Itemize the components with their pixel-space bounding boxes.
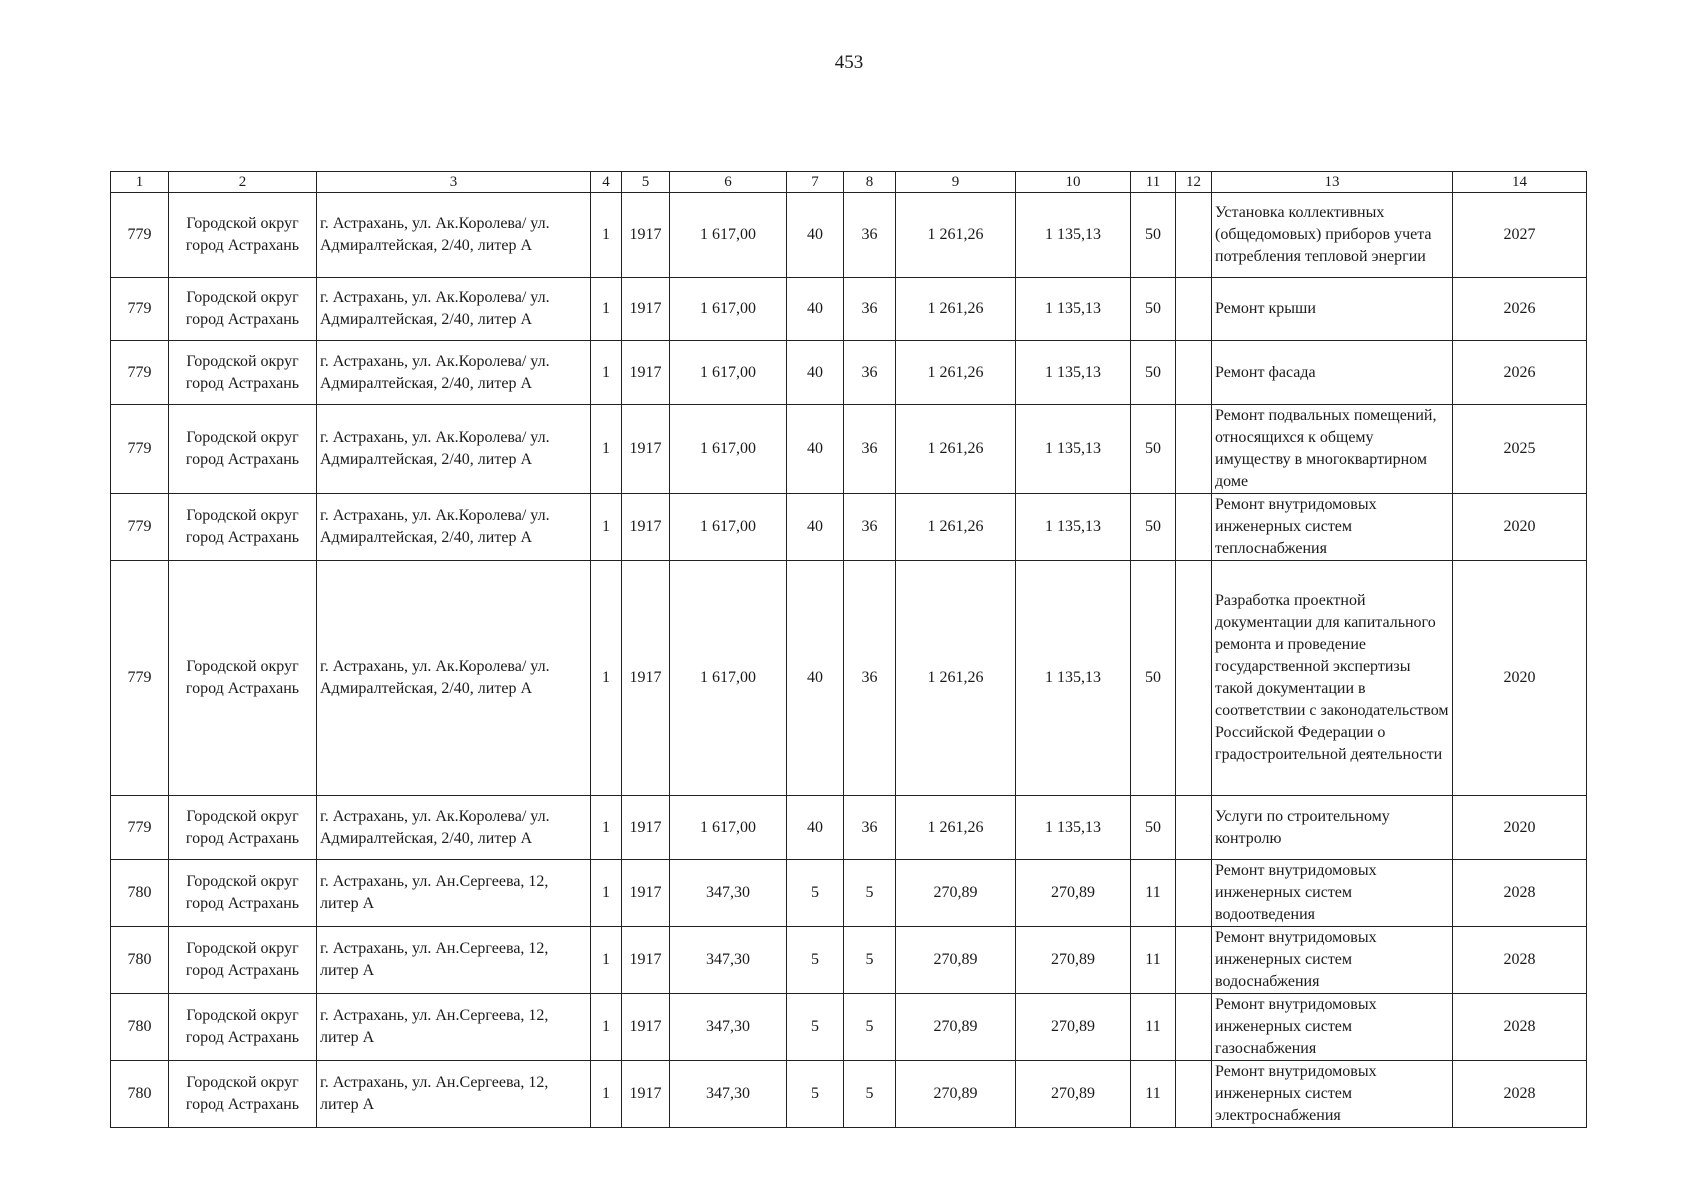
address-cell: г. Астрахань, ул. Ан.Сергеева, 12, литер А xyxy=(317,860,591,927)
apartments-cell: 5 xyxy=(787,860,844,927)
residents-cell: 50 xyxy=(1131,405,1176,494)
residential-apartments-cell: 36 xyxy=(844,278,896,341)
plan-year-cell: 2028 xyxy=(1453,994,1587,1061)
private-area-cell: 270,89 xyxy=(1016,994,1131,1061)
column-header: 9 xyxy=(896,172,1016,193)
work-type-cell: Ремонт крыши xyxy=(1212,278,1453,341)
plan-year-cell: 2028 xyxy=(1453,1061,1587,1128)
column-12-cell xyxy=(1176,341,1212,405)
private-area-cell: 1 135,13 xyxy=(1016,341,1131,405)
record-number-cell: 779 xyxy=(111,494,169,561)
work-type-cell: Разработка проектной документации для капитального ремонта и проведение государственной экспертизы такой документации в соответствии с законодательством Российской Федерации о градостроительной деятельности xyxy=(1212,561,1453,796)
table-row xyxy=(111,405,1587,494)
column-header: 10 xyxy=(1016,172,1131,193)
column-number-row xyxy=(111,172,1587,193)
table-row xyxy=(111,860,1587,927)
record-number-cell: 779 xyxy=(111,341,169,405)
apartments-cell: 40 xyxy=(787,193,844,278)
record-number-cell: 779 xyxy=(111,193,169,278)
residents-cell: 50 xyxy=(1131,561,1176,796)
municipality-cell: Городской округ город Астрахань xyxy=(169,1061,317,1128)
residential-apartments-cell: 36 xyxy=(844,796,896,860)
residential-apartments-cell: 5 xyxy=(844,860,896,927)
record-number-cell: 780 xyxy=(111,860,169,927)
column-header: 3 xyxy=(317,172,591,193)
build-year-cell: 1917 xyxy=(622,927,670,994)
column-header: 6 xyxy=(670,172,787,193)
build-year-cell: 1917 xyxy=(622,341,670,405)
table-row xyxy=(111,494,1587,561)
address-cell: г. Астрахань, ул. Ак.Королева/ ул. Адмиралтейская, 2/40, литер А xyxy=(317,278,591,341)
floors-cell: 1 xyxy=(591,494,622,561)
column-header: 2 xyxy=(169,172,317,193)
build-year-cell: 1917 xyxy=(622,278,670,341)
record-number-cell: 779 xyxy=(111,561,169,796)
plan-year-cell: 2025 xyxy=(1453,405,1587,494)
work-type-cell: Услуги по строительному контролю xyxy=(1212,796,1453,860)
floors-cell: 1 xyxy=(591,927,622,994)
total-area-cell: 347,30 xyxy=(670,1061,787,1128)
work-type-cell: Ремонт фасада xyxy=(1212,341,1453,405)
address-cell: г. Астрахань, ул. Ак.Королева/ ул. Адмиралтейская, 2/40, литер А xyxy=(317,405,591,494)
floors-cell: 1 xyxy=(591,1061,622,1128)
municipality-cell: Городской округ город Астрахань xyxy=(169,994,317,1061)
apartments-cell: 40 xyxy=(787,278,844,341)
build-year-cell: 1917 xyxy=(622,860,670,927)
total-area-cell: 347,30 xyxy=(670,994,787,1061)
build-year-cell: 1917 xyxy=(622,1061,670,1128)
address-cell: г. Астрахань, ул. Ак.Королева/ ул. Адмиралтейская, 2/40, литер А xyxy=(317,494,591,561)
residential-apartments-cell: 5 xyxy=(844,1061,896,1128)
floors-cell: 1 xyxy=(591,994,622,1061)
apartments-cell: 40 xyxy=(787,796,844,860)
private-area-cell: 270,89 xyxy=(1016,927,1131,994)
table-row xyxy=(111,193,1587,278)
municipality-cell: Городской округ город Астрахань xyxy=(169,561,317,796)
plan-year-cell: 2020 xyxy=(1453,796,1587,860)
total-area-cell: 1 617,00 xyxy=(670,561,787,796)
apartments-cell: 5 xyxy=(787,994,844,1061)
address-cell: г. Астрахань, ул. Ак.Королева/ ул. Адмиралтейская, 2/40, литер А xyxy=(317,193,591,278)
column-12-cell xyxy=(1176,193,1212,278)
build-year-cell: 1917 xyxy=(622,193,670,278)
municipality-cell: Городской округ город Астрахань xyxy=(169,796,317,860)
plan-year-cell: 2028 xyxy=(1453,927,1587,994)
table-body xyxy=(111,193,1587,1128)
plan-year-cell: 2027 xyxy=(1453,193,1587,278)
address-cell: г. Астрахань, ул. Ак.Королева/ ул. Адмиралтейская, 2/40, литер А xyxy=(317,341,591,405)
build-year-cell: 1917 xyxy=(622,405,670,494)
municipality-cell: Городской округ город Астрахань xyxy=(169,860,317,927)
build-year-cell: 1917 xyxy=(622,796,670,860)
floors-cell: 1 xyxy=(591,193,622,278)
plan-year-cell: 2020 xyxy=(1453,561,1587,796)
column-12-cell xyxy=(1176,561,1212,796)
private-area-cell: 1 135,13 xyxy=(1016,193,1131,278)
private-area-cell: 1 135,13 xyxy=(1016,405,1131,494)
floors-cell: 1 xyxy=(591,561,622,796)
column-header: 4 xyxy=(591,172,622,193)
column-12-cell xyxy=(1176,796,1212,860)
residents-cell: 11 xyxy=(1131,1061,1176,1128)
column-header: 13 xyxy=(1212,172,1453,193)
capital-repair-table xyxy=(110,171,1587,1128)
column-header: 8 xyxy=(844,172,896,193)
private-area-cell: 1 135,13 xyxy=(1016,796,1131,860)
table-row xyxy=(111,927,1587,994)
residential-apartments-cell: 36 xyxy=(844,561,896,796)
residents-cell: 50 xyxy=(1131,278,1176,341)
private-area-cell: 270,89 xyxy=(1016,1061,1131,1128)
living-area-cell: 270,89 xyxy=(896,927,1016,994)
column-12-cell xyxy=(1176,494,1212,561)
work-type-cell: Ремонт внутридомовых инженерных систем электроснабжения xyxy=(1212,1061,1453,1128)
column-header: 1 xyxy=(111,172,169,193)
total-area-cell: 1 617,00 xyxy=(670,341,787,405)
residential-apartments-cell: 36 xyxy=(844,341,896,405)
residential-apartments-cell: 36 xyxy=(844,494,896,561)
total-area-cell: 347,30 xyxy=(670,860,787,927)
total-area-cell: 1 617,00 xyxy=(670,494,787,561)
living-area-cell: 1 261,26 xyxy=(896,561,1016,796)
column-header: 11 xyxy=(1131,172,1176,193)
total-area-cell: 1 617,00 xyxy=(670,796,787,860)
work-type-cell: Ремонт внутридомовых инженерных систем теплоснабжения xyxy=(1212,494,1453,561)
build-year-cell: 1917 xyxy=(622,561,670,796)
column-header: 12 xyxy=(1176,172,1212,193)
column-header: 5 xyxy=(622,172,670,193)
plan-year-cell: 2028 xyxy=(1453,860,1587,927)
column-12-cell xyxy=(1176,278,1212,341)
record-number-cell: 780 xyxy=(111,927,169,994)
apartments-cell: 5 xyxy=(787,1061,844,1128)
private-area-cell: 1 135,13 xyxy=(1016,494,1131,561)
residential-apartments-cell: 36 xyxy=(844,405,896,494)
municipality-cell: Городской округ город Астрахань xyxy=(169,193,317,278)
plan-year-cell: 2020 xyxy=(1453,494,1587,561)
total-area-cell: 1 617,00 xyxy=(670,193,787,278)
address-cell: г. Астрахань, ул. Ан.Сергеева, 12, литер А xyxy=(317,1061,591,1128)
municipality-cell: Городской округ город Астрахань xyxy=(169,278,317,341)
apartments-cell: 40 xyxy=(787,561,844,796)
work-type-cell: Установка коллективных (общедомовых) приборов учета потребления тепловой энергии xyxy=(1212,193,1453,278)
table-header xyxy=(111,172,1587,193)
municipality-cell: Городской округ город Астрахань xyxy=(169,405,317,494)
residential-apartments-cell: 5 xyxy=(844,927,896,994)
table-row xyxy=(111,1061,1587,1128)
column-12-cell xyxy=(1176,927,1212,994)
living-area-cell: 270,89 xyxy=(896,860,1016,927)
private-area-cell: 270,89 xyxy=(1016,860,1131,927)
residents-cell: 50 xyxy=(1131,796,1176,860)
record-number-cell: 780 xyxy=(111,994,169,1061)
floors-cell: 1 xyxy=(591,278,622,341)
plan-year-cell: 2026 xyxy=(1453,278,1587,341)
private-area-cell: 1 135,13 xyxy=(1016,561,1131,796)
build-year-cell: 1917 xyxy=(622,994,670,1061)
build-year-cell: 1917 xyxy=(622,494,670,561)
address-cell: г. Астрахань, ул. Ан.Сергеева, 12, литер А xyxy=(317,994,591,1061)
floors-cell: 1 xyxy=(591,860,622,927)
living-area-cell: 270,89 xyxy=(896,994,1016,1061)
residents-cell: 11 xyxy=(1131,994,1176,1061)
municipality-cell: Городской округ город Астрахань xyxy=(169,927,317,994)
apartments-cell: 40 xyxy=(787,405,844,494)
record-number-cell: 779 xyxy=(111,405,169,494)
page-number: 453 xyxy=(834,52,864,73)
address-cell: г. Астрахань, ул. Ан.Сергеева, 12, литер А xyxy=(317,927,591,994)
residents-cell: 50 xyxy=(1131,193,1176,278)
total-area-cell: 1 617,00 xyxy=(670,405,787,494)
table-row xyxy=(111,994,1587,1061)
municipality-cell: Городской округ город Астрахань xyxy=(169,341,317,405)
work-type-cell: Ремонт подвальных помещений, относящихся к общему имуществу в многоквартирном доме xyxy=(1212,405,1453,494)
total-area-cell: 347,30 xyxy=(670,927,787,994)
apartments-cell: 5 xyxy=(787,927,844,994)
record-number-cell: 779 xyxy=(111,796,169,860)
table-row xyxy=(111,796,1587,860)
address-cell: г. Астрахань, ул. Ак.Королева/ ул. Адмиралтейская, 2/40, литер А xyxy=(317,796,591,860)
floors-cell: 1 xyxy=(591,405,622,494)
living-area-cell: 1 261,26 xyxy=(896,494,1016,561)
total-area-cell: 1 617,00 xyxy=(670,278,787,341)
residential-apartments-cell: 36 xyxy=(844,193,896,278)
column-header: 14 xyxy=(1453,172,1587,193)
table-row xyxy=(111,278,1587,341)
living-area-cell: 1 261,26 xyxy=(896,405,1016,494)
residential-apartments-cell: 5 xyxy=(844,994,896,1061)
floors-cell: 1 xyxy=(591,341,622,405)
floors-cell: 1 xyxy=(591,796,622,860)
living-area-cell: 1 261,26 xyxy=(896,341,1016,405)
work-type-cell: Ремонт внутридомовых инженерных систем газоснабжения xyxy=(1212,994,1453,1061)
column-12-cell xyxy=(1176,405,1212,494)
work-type-cell: Ремонт внутридомовых инженерных систем водоснабжения xyxy=(1212,927,1453,994)
apartments-cell: 40 xyxy=(787,494,844,561)
column-12-cell xyxy=(1176,860,1212,927)
residents-cell: 11 xyxy=(1131,860,1176,927)
address-cell: г. Астрахань, ул. Ак.Королева/ ул. Адмиралтейская, 2/40, литер А xyxy=(317,561,591,796)
living-area-cell: 270,89 xyxy=(896,1061,1016,1128)
apartments-cell: 40 xyxy=(787,341,844,405)
column-12-cell xyxy=(1176,1061,1212,1128)
living-area-cell: 1 261,26 xyxy=(896,193,1016,278)
living-area-cell: 1 261,26 xyxy=(896,278,1016,341)
column-12-cell xyxy=(1176,994,1212,1061)
work-type-cell: Ремонт внутридомовых инженерных систем водоотведения xyxy=(1212,860,1453,927)
column-header: 7 xyxy=(787,172,844,193)
record-number-cell: 779 xyxy=(111,278,169,341)
municipality-cell: Городской округ город Астрахань xyxy=(169,494,317,561)
record-number-cell: 780 xyxy=(111,1061,169,1128)
private-area-cell: 1 135,13 xyxy=(1016,278,1131,341)
living-area-cell: 1 261,26 xyxy=(896,796,1016,860)
plan-year-cell: 2026 xyxy=(1453,341,1587,405)
residents-cell: 11 xyxy=(1131,927,1176,994)
table-row xyxy=(111,341,1587,405)
residents-cell: 50 xyxy=(1131,341,1176,405)
residents-cell: 50 xyxy=(1131,494,1176,561)
table-row xyxy=(111,561,1587,796)
